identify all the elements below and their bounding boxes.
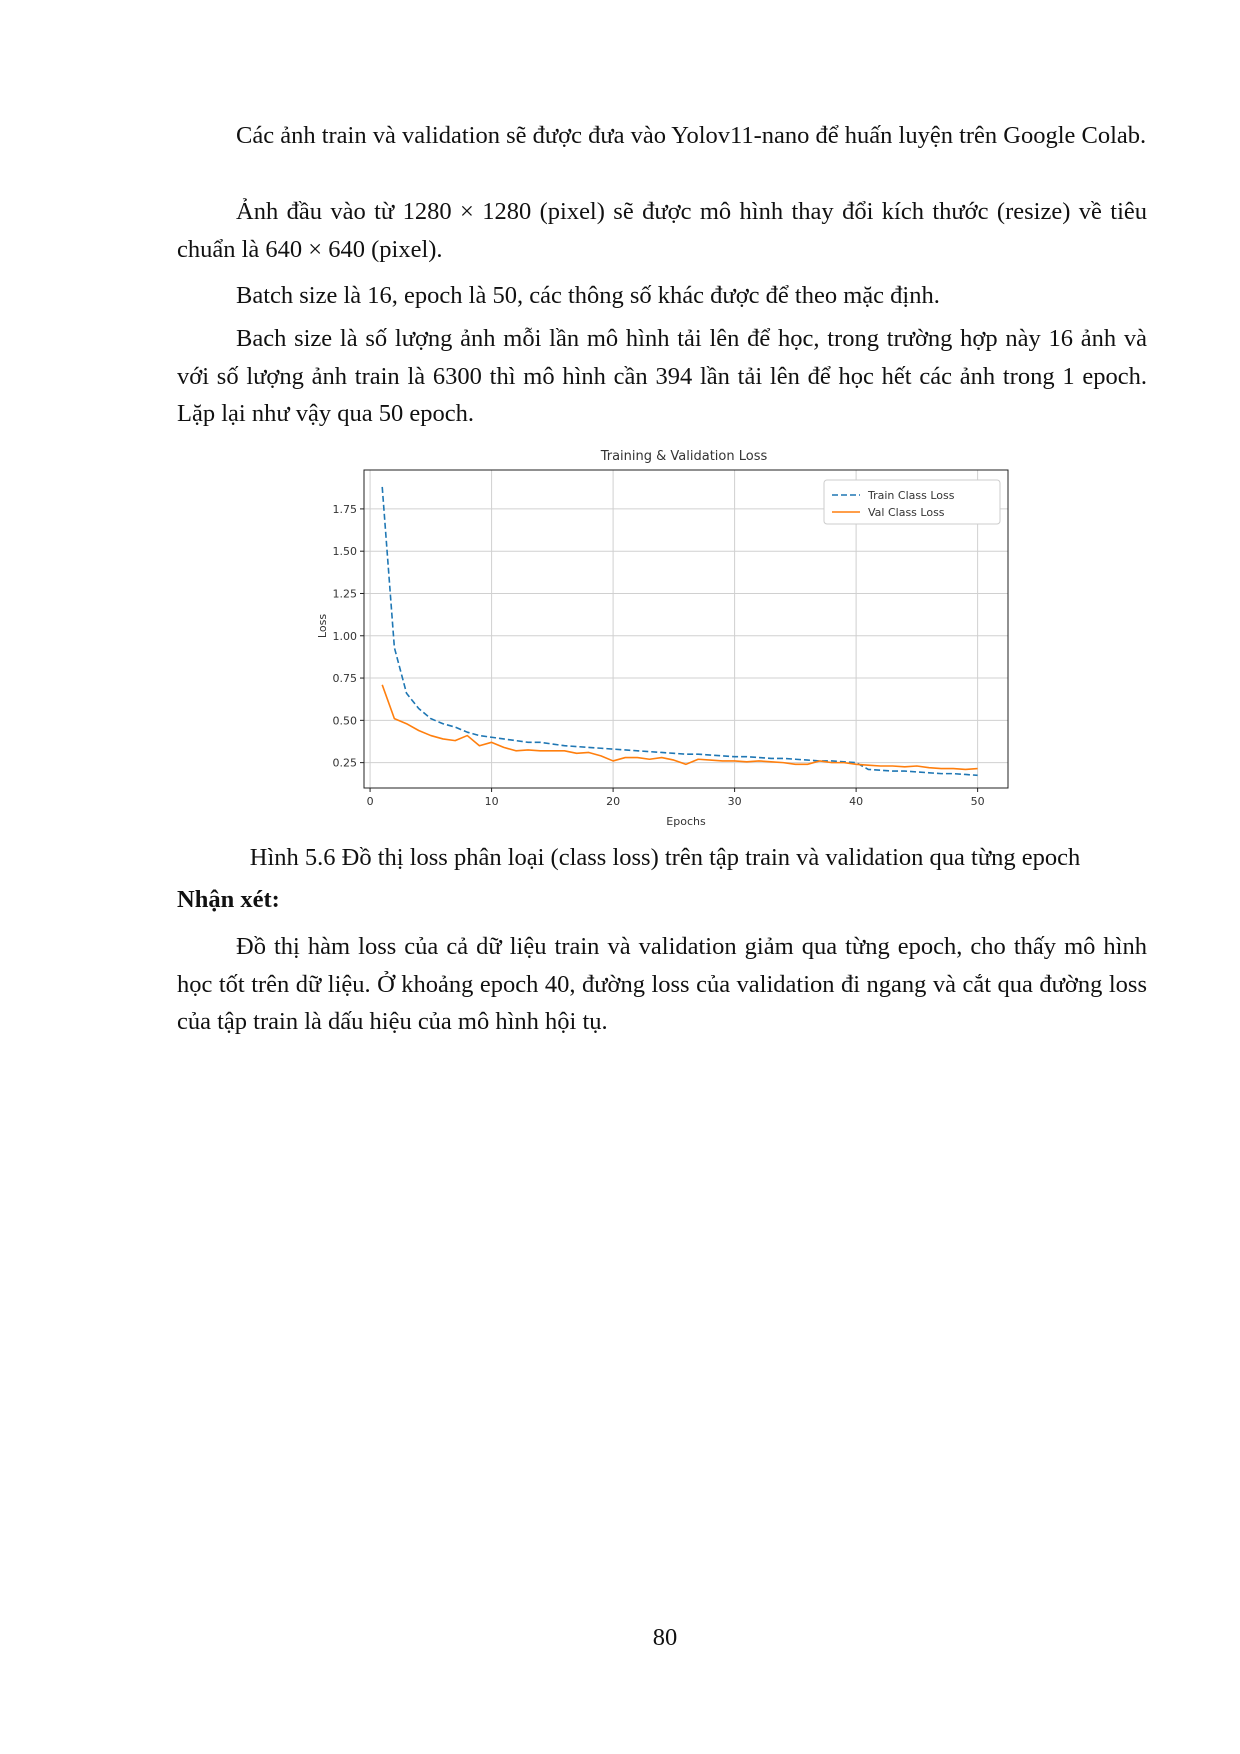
x-tick-label: 10: [484, 795, 499, 808]
section-heading: Nhận xét:: [177, 886, 280, 913]
y-axis-label: Loss: [316, 613, 329, 639]
page-number: 80: [652, 1624, 678, 1651]
x-axis-label: Epochs: [666, 815, 706, 828]
paragraph-3: Batch size là 16, epoch là 50, các thông số khác được để theo mặc định.: [236, 282, 940, 309]
chart-series: [382, 487, 977, 775]
legend-label: Train Class Loss: [868, 489, 955, 502]
y-tick-label: 1.50: [332, 545, 357, 559]
x-tick-label: 20: [606, 795, 621, 808]
paragraph-1: Các ảnh train và validation sẽ được đưa vào Yolov11-nano để huấn luyện trên Google Colab.: [236, 122, 1147, 149]
x-tick-label: 50: [970, 795, 985, 808]
chart-title: Training & Validation Loss: [600, 449, 768, 464]
y-tick-label: 0.25: [332, 756, 357, 770]
loss-chart: [310, 446, 1030, 830]
x-tick-label: 0: [366, 795, 374, 808]
y-tick-label: 1.25: [332, 587, 357, 601]
y-tick-label: 0.50: [332, 714, 357, 728]
series-line-train-class-loss: [382, 487, 977, 775]
paragraph-2: Ảnh đầu vào từ 1280 × 1280 (pixel) sẽ được mô hình thay đổi kích thước (resize) về tiêu chuẩn là 640 × 640 (pixel).: [177, 198, 1147, 263]
comment-paragraph: Đồ thị hàm loss của cả dữ liệu train và validation giảm qua từng epoch, cho thấy mô hình học tốt trên dữ liệu. Ở khoảng epoch 40, đường loss của validation đi ngang và cắt qua đường loss của tập train là dấu hiệu của mô hình hội tụ.: [177, 933, 1147, 1035]
series-line-val-class-loss: [382, 685, 977, 770]
paragraph-4: Bach size là số lượng ảnh mỗi lần mô hình tải lên để học, trong trường hợp này 16 ảnh và với số lượng ảnh train là 6300 thì mô hình cần 394 lần tải lên để học hết các ảnh trong 1 epoch. Lặp lại như vậy qua 50 epoch.: [177, 325, 1147, 427]
x-tick-label: 30: [727, 795, 742, 808]
figure-caption: Hình 5.6 Đồ thị loss phân loại (class loss) trên tập train và validation qua từng epoch: [249, 844, 1081, 871]
legend-label: Val Class Loss: [868, 506, 945, 519]
chart-legend: [824, 480, 1000, 524]
y-tick-label: 0.75: [332, 672, 357, 686]
y-tick-label: 1.00: [332, 629, 357, 643]
y-tick-label: 1.75: [332, 502, 357, 516]
x-tick-label: 40: [849, 795, 864, 808]
